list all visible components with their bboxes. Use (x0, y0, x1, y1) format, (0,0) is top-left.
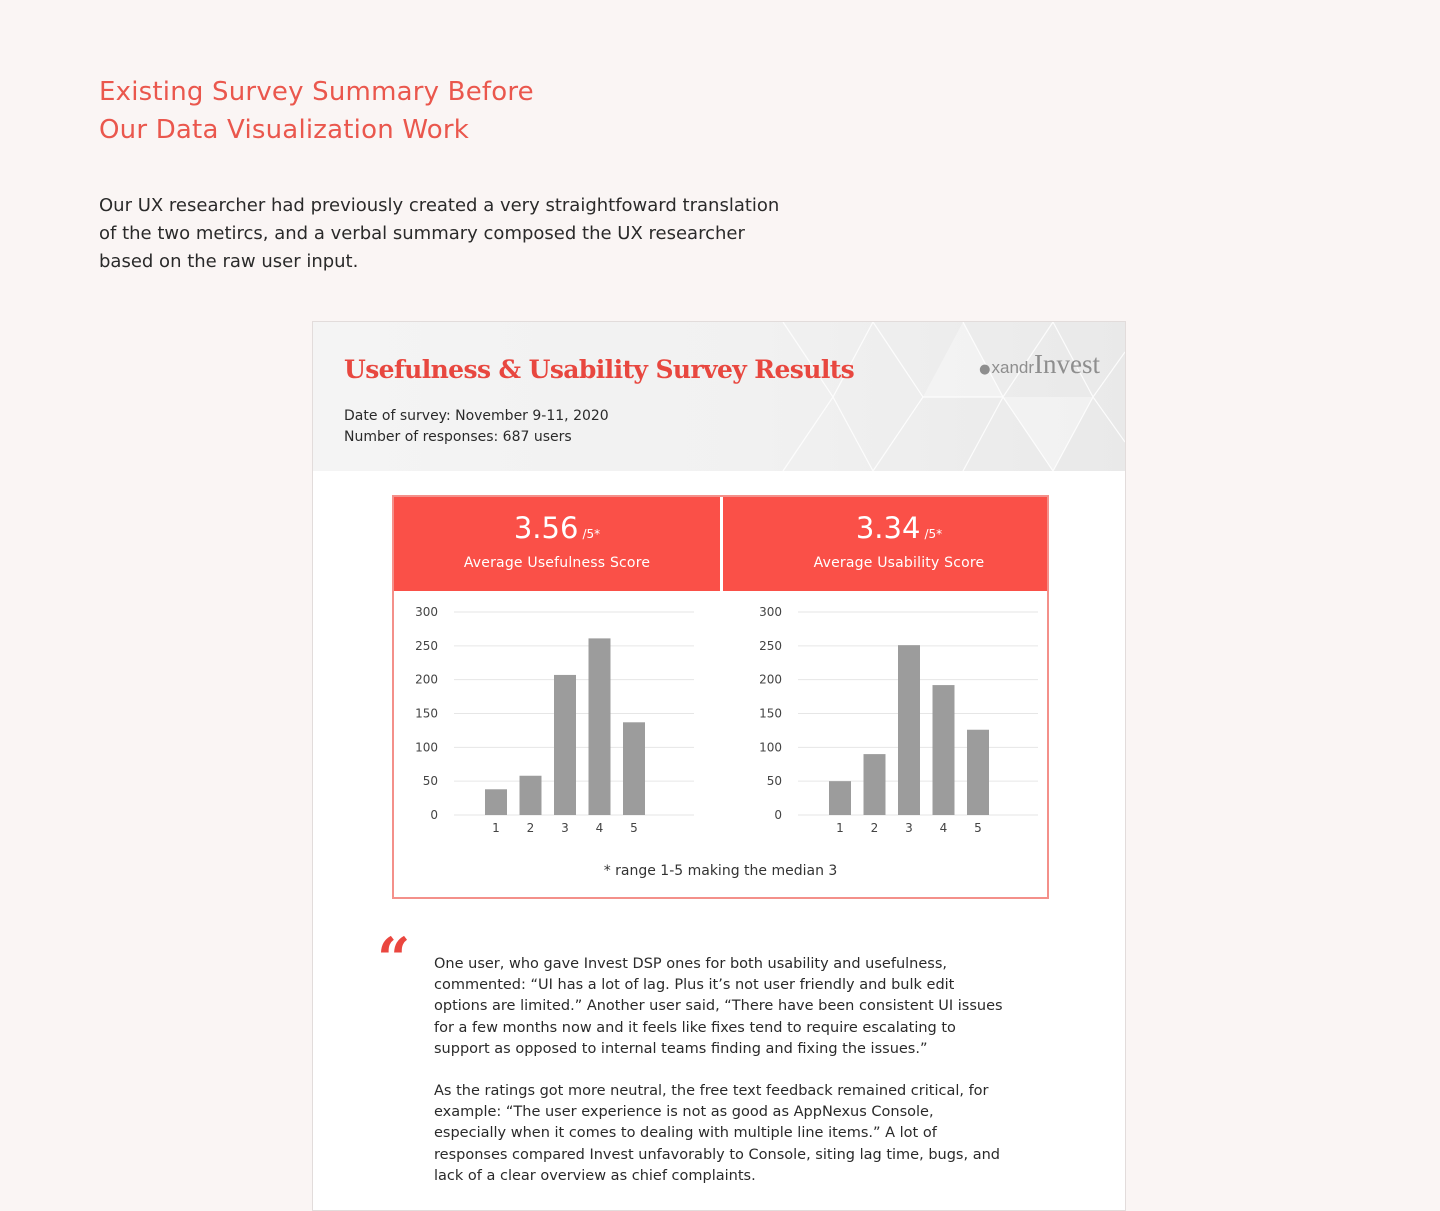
x-tick-label: 4 (939, 821, 948, 835)
bar (967, 730, 989, 815)
bar (589, 638, 611, 815)
intro-line: Our UX researcher had previously created a very straightfoward translation (99, 195, 780, 216)
quote-body (434, 954, 1094, 1208)
y-tick-label: 200 (759, 672, 782, 687)
x-tick-label: 3 (561, 821, 569, 835)
x-tick-label: 2 (526, 821, 535, 835)
page-heading-line: Our Data Visualization Work (99, 115, 469, 145)
y-tick-label: 100 (759, 740, 782, 755)
y-tick-label: 0 (774, 808, 782, 822)
quote-line: One user, who gave Invest DSP ones for both usability and usefulness, (434, 956, 948, 972)
band-divider (720, 497, 723, 591)
bar (898, 645, 920, 815)
x-tick-label: 4 (595, 821, 604, 835)
usefulness-score-label: Average Usefulness Score (463, 555, 651, 571)
report-title: Usefulness & Usability Survey Results (344, 355, 855, 384)
response-count: Number of responses: 687 users (344, 429, 572, 445)
y-tick-label: 0 (430, 808, 438, 822)
quote-icon: “ (377, 925, 411, 993)
bar (829, 781, 851, 815)
intro-line: of the two metircs, and a verbal summary composed the UX researcher (99, 223, 745, 244)
range-note: * range 1-5 making the median 3 (603, 863, 838, 879)
y-tick-label: 100 (415, 740, 438, 755)
bar (864, 754, 886, 815)
usefulness-score-value: 3.56 (513, 511, 579, 545)
y-tick-label: 50 (766, 774, 782, 789)
brand-logo (979, 349, 1100, 380)
quote-line: As the ratings got more neutral, the free text feedback remained critical, for (434, 1083, 989, 1100)
bar (933, 685, 955, 815)
page-heading-line: Existing Survey Summary Before (99, 77, 534, 107)
x-tick-label: 3 (905, 821, 913, 835)
score-band (394, 497, 1047, 591)
quote-line: for a few months now and it feels like fixes tend to require escalating to (434, 1019, 956, 1036)
intro-line: based on the raw user input. (99, 251, 359, 272)
bar (485, 789, 507, 815)
quote-paragraph (434, 954, 1094, 1060)
report-header (313, 322, 1125, 471)
usability-score-scale: /5* (924, 527, 943, 541)
header-pattern (313, 322, 1125, 471)
quote-line: commented: “UI has a lot of lag. Plus it’s not user friendly and bulk edit (434, 977, 955, 994)
x-tick-label: 5 (630, 821, 638, 835)
y-tick-label: 150 (759, 706, 782, 721)
usability-score (736, 511, 1062, 571)
brand-product: Invest (1034, 349, 1100, 379)
quote-line: especially when it comes to dealing with multiple line items.” A lot of (434, 1125, 937, 1142)
bar (554, 675, 576, 815)
y-tick-label: 50 (422, 774, 438, 789)
bar (623, 722, 645, 815)
usability-histogram (748, 595, 1048, 850)
y-tick-label: 250 (759, 638, 782, 653)
y-tick-label: 300 (415, 605, 438, 619)
page-intro (99, 192, 859, 276)
quote-line: example: “The user experience is not as good as AppNexus Console, (434, 1104, 934, 1121)
brand-name: xandr (991, 358, 1035, 377)
score-panel (392, 495, 1049, 899)
x-tick-label: 2 (870, 821, 879, 835)
x-tick-label: 5 (974, 821, 982, 835)
x-tick-label: 1 (492, 821, 500, 835)
quote-line: responses compared Invest unfavorably to Console, siting lag time, bugs, and (434, 1146, 1000, 1163)
y-tick-label: 300 (759, 605, 782, 619)
usefulness-score-scale: /5* (582, 527, 601, 541)
quote-paragraph (434, 1081, 1094, 1187)
page-heading (99, 73, 534, 149)
quote-line: lack of a clear overview as chief complaints. (434, 1167, 756, 1184)
usefulness-histogram (404, 595, 704, 850)
bar (520, 776, 542, 815)
y-tick-label: 250 (415, 638, 438, 653)
usability-score-value: 3.34 (855, 511, 921, 545)
survey-date: Date of survey: November 9-11, 2020 (344, 408, 609, 424)
quote-line: support as opposed to internal teams finding and fixing the issues.” (434, 1040, 928, 1057)
y-tick-label: 150 (415, 706, 438, 721)
brand-mark-icon: ● (979, 362, 991, 377)
usefulness-score (394, 511, 720, 571)
x-tick-label: 1 (836, 821, 844, 835)
y-tick-label: 200 (415, 672, 438, 687)
quote-line: options are limited.” Another user said, “There have been consistent UI issues (434, 998, 1003, 1015)
survey-report-image (312, 321, 1126, 1211)
usability-score-label: Average Usability Score (813, 555, 985, 571)
